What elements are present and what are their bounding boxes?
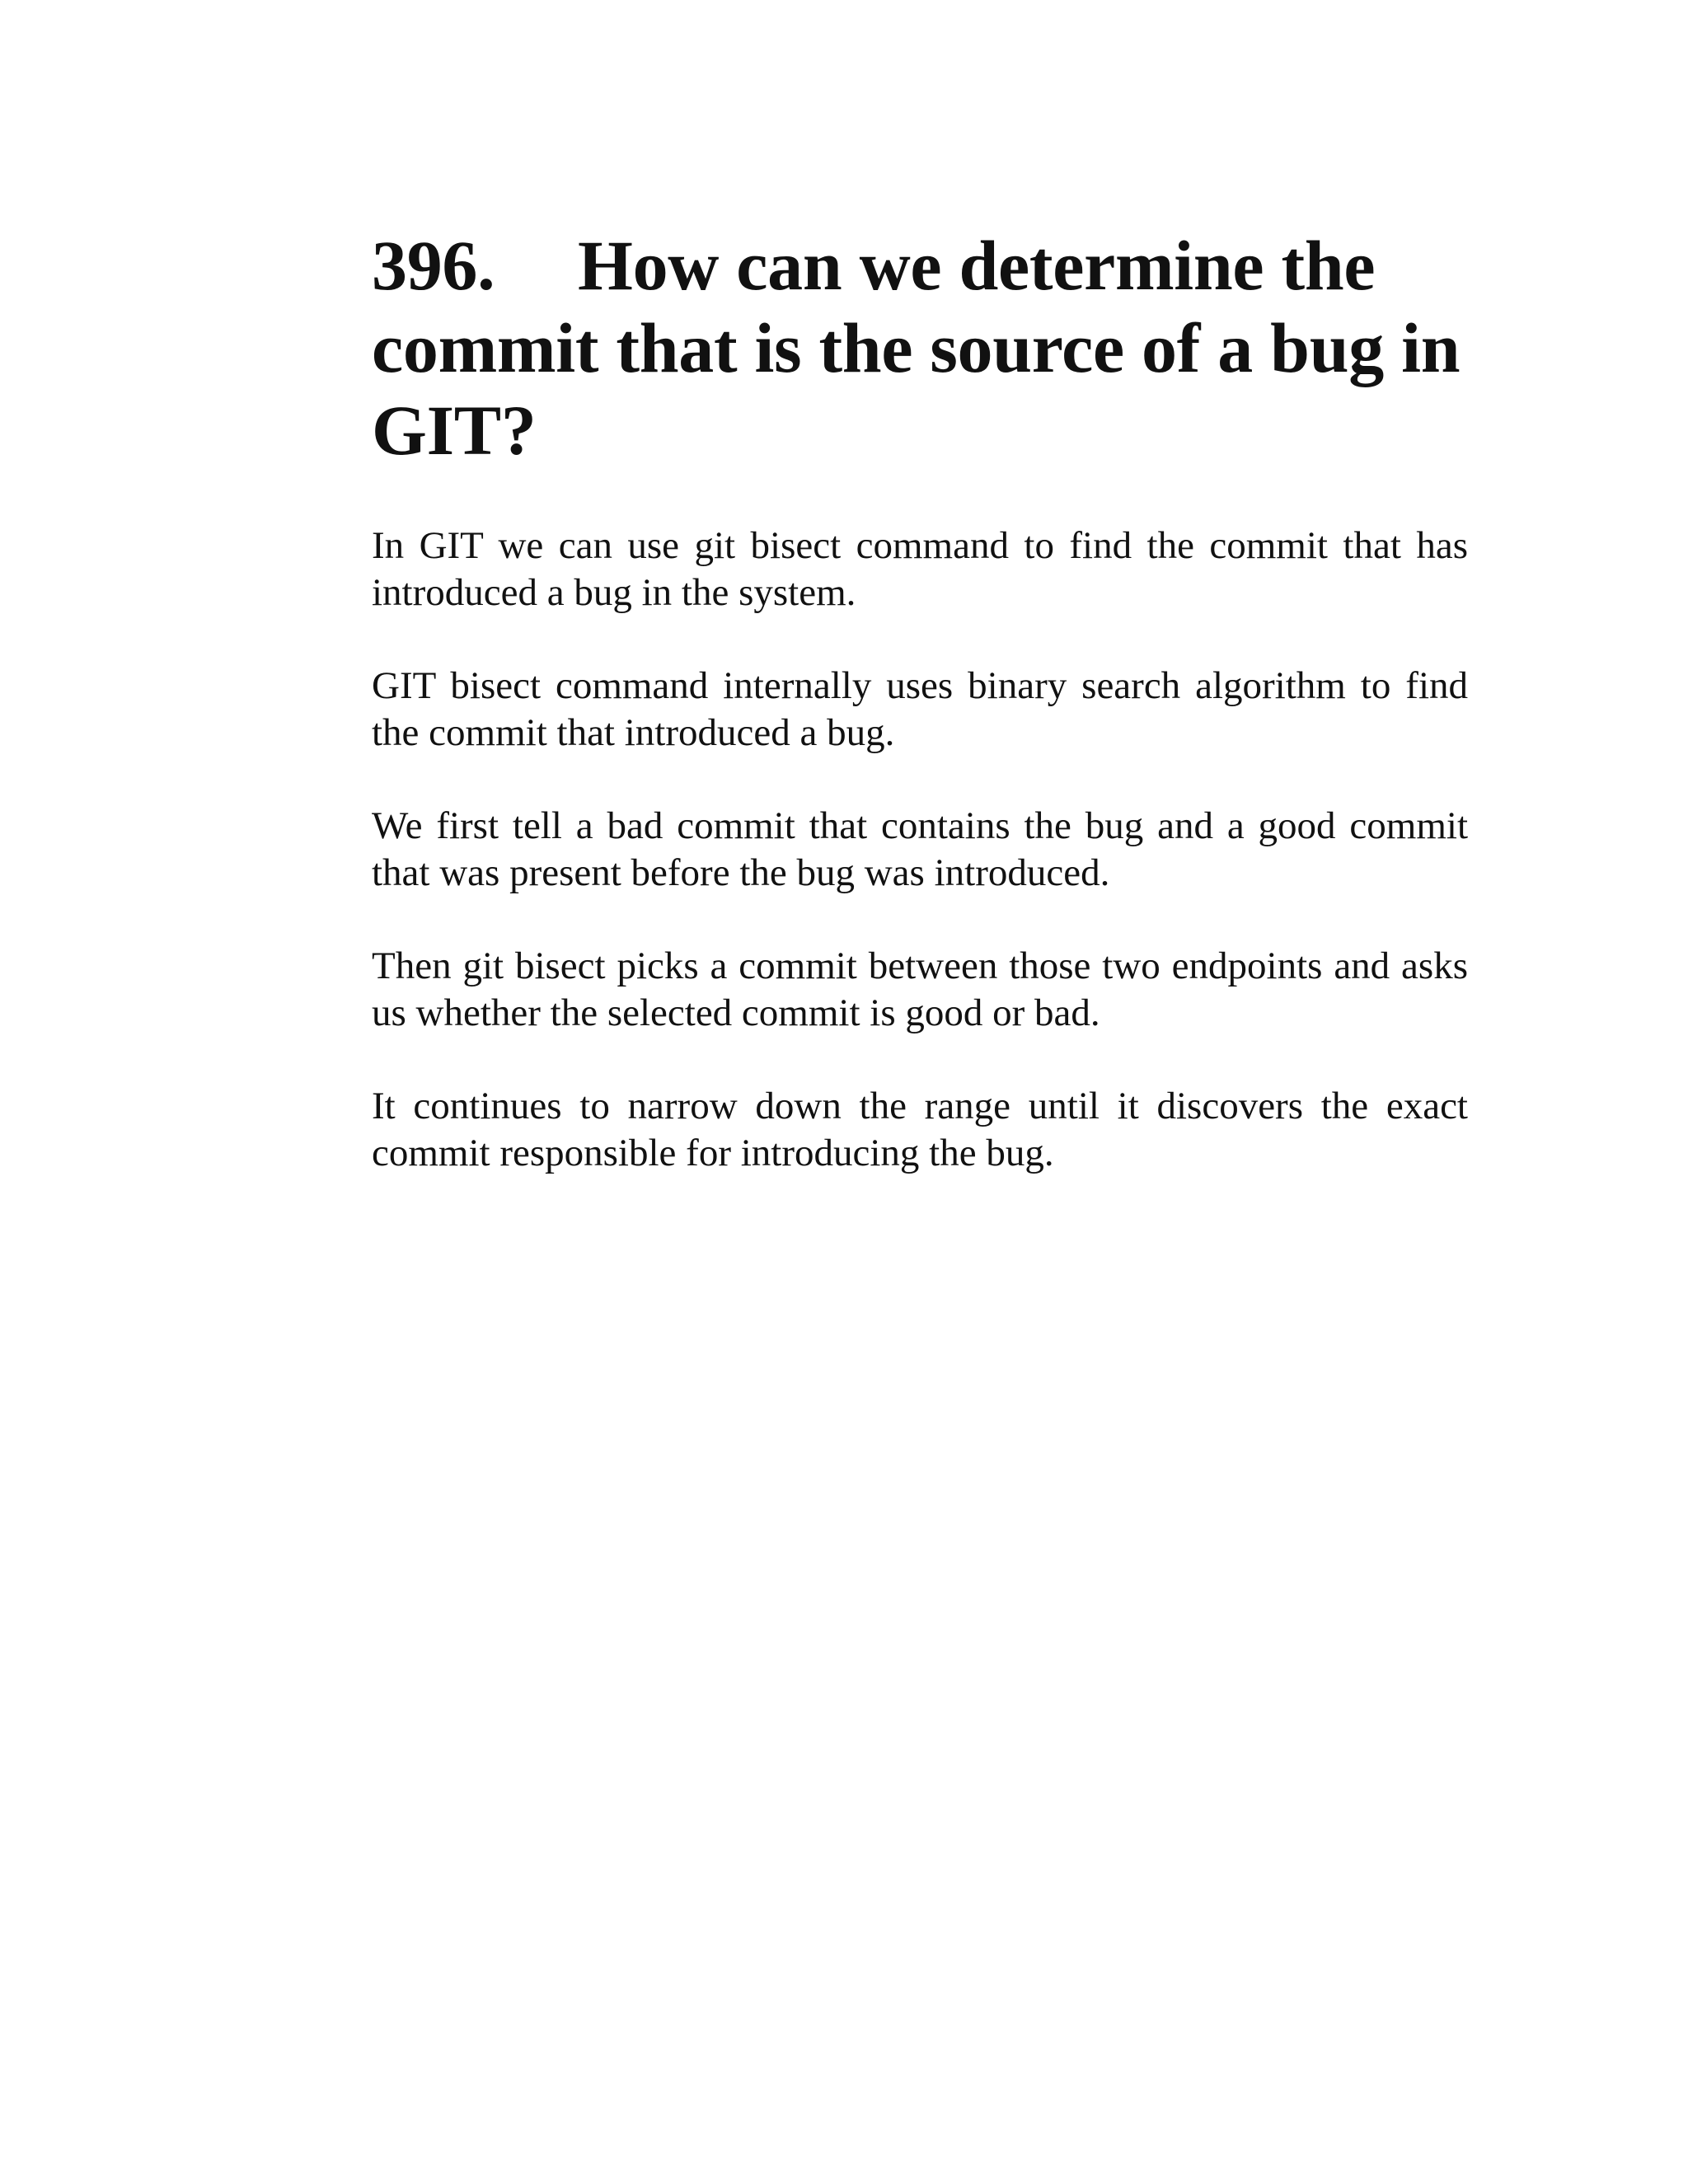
page-content: [372, 224, 1468, 1223]
question-number: 396.: [372, 226, 495, 305]
answer-paragraph: GIT bisect command internally uses binary search algorithm to find the commit that introduced a bug.: [372, 664, 1468, 754]
question-heading: [372, 224, 1468, 471]
question-title: How can we determine the commit that is the source of a bug in GIT?: [372, 226, 1461, 470]
answer-paragraph: In GIT we can use git bisect command to find the commit that has introduced a bug in the system.: [372, 524, 1468, 614]
answer-body: [372, 523, 1468, 1177]
answer-paragraph: Then git bisect picks a commit between those two endpoints and asks us whether the selected commit is good or bad.: [372, 944, 1468, 1034]
answer-paragraph: It continues to narrow down the range until it discovers the exact commit responsible for introducing the bug.: [372, 1085, 1468, 1174]
answer-paragraph: We first tell a bad commit that contains the bug and a good commit that was present before the bug was introduced.: [372, 804, 1468, 894]
